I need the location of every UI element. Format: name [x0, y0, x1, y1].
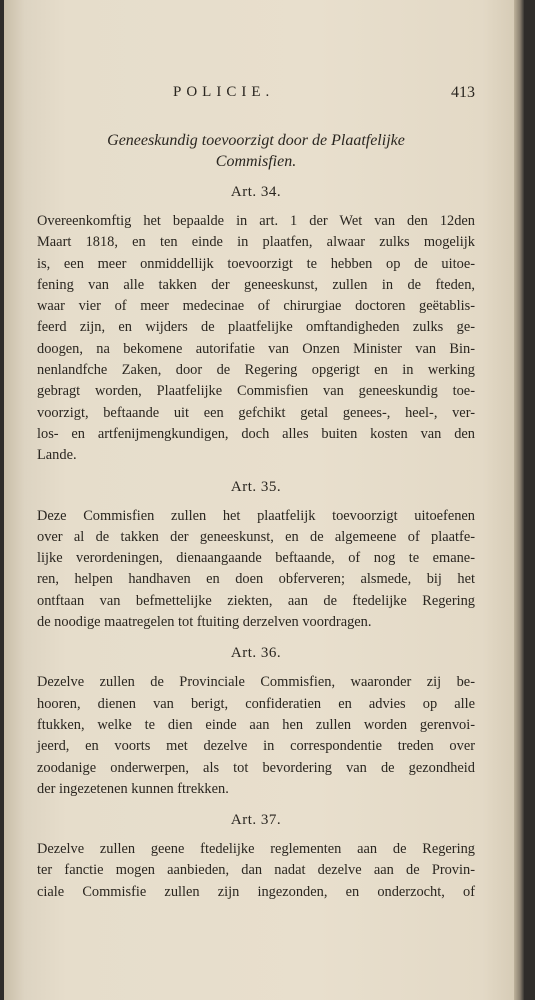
- text-line: ciale Commisfie zullen zijn ingezonden, en onderzocht, of: [37, 883, 475, 900]
- text-line: waar vier of meer medecinae of chirurgiae doctoren geëtablis-: [37, 298, 475, 315]
- text-line: Dezelve zullen geene ftedelijke reglementen aan de Regering: [37, 841, 475, 858]
- text-line: nenlandfche Zaken, door de Regering opgerigt en in werking: [37, 362, 475, 379]
- text-line: ren, helpen handhaven en doen obferveren; alsmede, bij het: [37, 571, 475, 588]
- text-line: voorzigt, beftaande uit een gefchikt getal genees-, heel-, ver-: [37, 404, 475, 421]
- text-line: Overeenkomftig het bepaalde in art. 1 der Wet van den 12den: [37, 213, 475, 229]
- text-line: zoodanige onderwerpen, als tot bevordering van de gezondheid: [37, 759, 475, 776]
- section-title-line: Geneeskundig toevoorzigt door de Plaatfelijke: [107, 132, 405, 149]
- text-line: gebragt worden, Plaatfelijke Commisfien van geneeskundig toe-: [37, 383, 475, 400]
- page-edge: [514, 0, 524, 1000]
- article-heading: Art. 35.: [230, 478, 282, 495]
- text-line: Dezelve zullen de Provinciale Commisfien, waaronder zij be-: [37, 674, 475, 691]
- article-body: [37, 506, 475, 634]
- text-line: doogen, na bekomene autorifatie van Onzen Minister van Bin-: [37, 340, 475, 357]
- text-line: lijke verordeningen, dienaangaande beftaande, of nog te emane-: [37, 550, 475, 567]
- article-body: [37, 839, 475, 903]
- text-line: is, een meer onmiddellijk toevoorzigt te hebben op de uitoe-: [37, 255, 475, 272]
- article-heading: Art. 37.: [230, 812, 282, 829]
- article-heading: Art. 34.: [230, 184, 282, 200]
- book-page: [4, 0, 524, 1000]
- text-line: over al de takken der geneeskunst, en de algemeene of plaatfe-: [37, 528, 475, 545]
- text-line: hooren, dienen van berigt, confideratien en advies op alle: [37, 695, 475, 712]
- text-line: ontftaan van befmettelijke ziekten, aan de ftedelijke Regering: [37, 592, 475, 609]
- text-line: Lande.: [37, 447, 77, 464]
- article-body: [37, 672, 475, 800]
- running-head: [37, 84, 475, 110]
- section-title-line: Commisfien.: [215, 153, 297, 170]
- text-line: feerd zijn, en wijders de plaatfelijke omftandigheden zulks ge-: [37, 319, 475, 336]
- page-number: 413: [451, 84, 475, 101]
- text-line: de noodige maatregelen tot ftuiting derzelven voordragen.: [37, 614, 372, 631]
- text-line: der ingezetenen kunnen ftrekken.: [37, 780, 229, 797]
- text-line: Deze Commisfien zullen het plaatfelijk toevoorzigt uitoefenen: [37, 507, 475, 524]
- text-line: los- en artfenijmengkundigen, doch alles buiten kosten van den: [37, 425, 475, 442]
- text-line: ter fanctie mogen aanbieden, dan nadat dezelve aan de Provin-: [37, 862, 475, 879]
- article-body: [37, 211, 475, 467]
- text-line: fening van alle takken der geneeskunst, zullen in de fteden,: [37, 276, 475, 293]
- text-line: ftukken, welke te dien einde aan hen zullen worden gerenvoi-: [37, 716, 475, 733]
- article-heading: Art. 36.: [230, 645, 282, 662]
- section-title: [37, 130, 475, 172]
- page-content: [37, 84, 475, 903]
- text-line: Maart 1818, en ten einde in plaatfen, alwaar zulks mogelijk: [37, 234, 475, 251]
- text-line: jeerd, en voorts met dezelve in correspondentie treden over: [37, 738, 475, 755]
- running-head-title: POLICIE.: [173, 84, 275, 100]
